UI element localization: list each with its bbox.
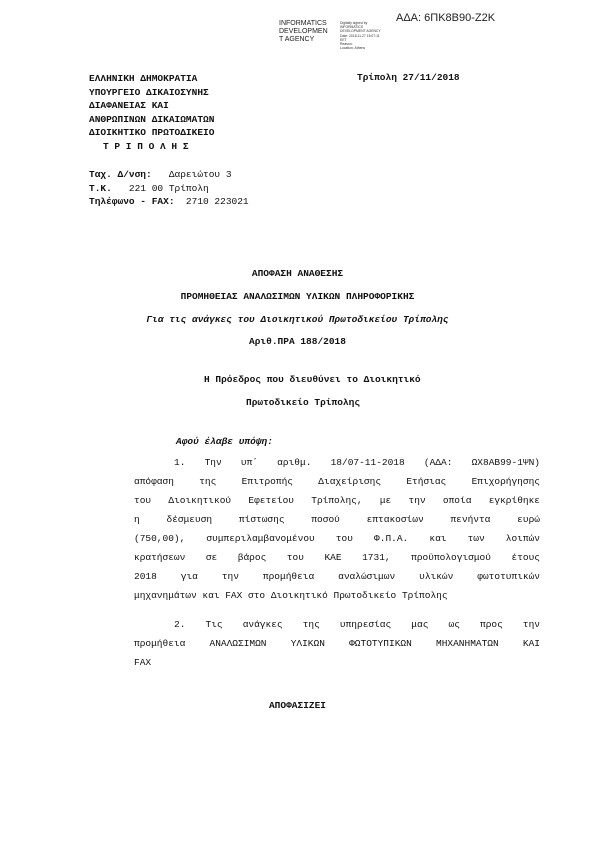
authority-line: ΥΠΟΥΡΓΕΙΟ ΔΙΚΑΙΟΣΥΝΗΣ (89, 86, 209, 98)
recital-line: προμήθεια ΑΝΑΛΩΣΙΜΩΝ ΥΛΙΚΩΝ ΦΩΤΟΤΥΠΙΚΩΝ ΜΗΧΑΝΗΜΑΤΩΝ ΚΑΙ (134, 638, 540, 649)
authority-line: ΔΙΑΦΑΝΕΙΑΣ ΚΑΙ (89, 100, 169, 111)
recital-line: μηχανημάτων και FAX στο Διοικητικό Πρωτοδικείο Τρίπολης (134, 590, 448, 601)
president-court: Πρωτοδικείο Τρίπολης (246, 397, 361, 408)
recital-line: 2. Τις ανάγκες της υπηρεσίας μας ως προς την (174, 619, 540, 630)
stamp-line: DEVELOPMEN (279, 28, 328, 35)
decision-number: Αριθ.ΠΡΑ 188/2018 (249, 336, 346, 347)
stamp-detail-line: INFORMATICS (340, 25, 364, 30)
decides-heading: ΑΠΟΦΑΣΙΖΕΙ (268, 700, 326, 711)
decision-title: ΑΠΟΦΑΣΗ ΑΝΑΘΕΣΗΣ (251, 268, 344, 279)
stamp-line: INFORMATICS (279, 20, 327, 27)
decision-purpose: Για τις ανάγκες του Διοικητικού Πρωτοδικείου Τρίπολης (146, 314, 449, 325)
recital-line: του Διοικητικού Εφετείου Τρίπολης, με την οποία εγκρίθηκε (134, 495, 540, 506)
authority-line: ΑΝΘΡΩΠΙΝΩΝ ΔΙΚΑΙΩΜΑΤΩΝ (89, 113, 215, 125)
recital-2 (134, 615, 540, 672)
authority-line: ΕΛΛΗΝΙΚΗ ΔΗΜΟΚΡΑΤΙΑ (89, 73, 198, 84)
recital-line: FAX (134, 657, 152, 668)
stamp-detail-line: Reason: (340, 42, 353, 47)
recital-line: απόφαση της Επιτροπής Διαχείρισης Ετήσιας Επιχορήγησης (134, 476, 540, 487)
decision-subject: ΠΡΟΜΗΘΕΙΑΣ ΑΝΑΛΩΣΙΜΩΝ ΥΛΙΚΩΝ ΠΛΗΡΟΦΟΡΙΚΗΣ (180, 291, 415, 302)
stamp-detail-line: EET (340, 37, 347, 42)
address-label: Ταχ. Δ/νση: (89, 169, 152, 180)
postal-label: Τ.Κ. (89, 182, 112, 194)
recital-line: η δέσμευση πίστωσης ποσού επτακοσίων πενήντα ευρώ (134, 514, 540, 525)
stamp-line: T AGENCY (279, 36, 315, 43)
stamp-detail-line: Digitally signed by (340, 21, 368, 25)
authority-line: Τ Ρ Ι Π Ο Λ Η Σ (103, 140, 189, 152)
authority-line: ΔΙΟΙΚΗΤΙΚΟ ΠΡΩΤΟΔΙΚΕΙΟ (89, 127, 215, 138)
recital-1 (134, 453, 540, 605)
phone-label: Τηλέφωνο - FAX: (89, 196, 175, 207)
digital-signature-stamp (279, 20, 328, 44)
stamp-details (340, 21, 381, 50)
document-date: Τρίπολη 27/11/2018 (357, 72, 460, 83)
recital-line: (750,00), συμπεριλαμβανομένου του Φ.Π.Α. και των λοιπών (134, 533, 540, 544)
stamp-detail-line: DEVELOPMENT AGENCY (340, 29, 381, 34)
stamp-detail-line: Date: 2018.11.27 15:07:11 (340, 33, 380, 38)
issuing-authority (89, 72, 214, 153)
recital-line: 1. Την υπ΄ αριθμ. 18/07-11-2018 (ΑΔΑ: ΩΧ8ΑΒ99-1ΨΝ) (174, 457, 540, 468)
recital-line: 2018 για την προμήθεια αναλώσιμων υλικών φωτοτυπικών (134, 571, 540, 582)
phone-value: 2710 223021 (185, 196, 249, 207)
stamp-detail-line: Location: Athens (340, 46, 366, 51)
address-value: Δαρειώτου 3 (168, 169, 232, 180)
considering-heading: Αφού έλαβε υπόψη: (176, 436, 273, 447)
ada-code: ΑΔΑ: 6ΠΚ8Β90-Ζ2Κ (396, 12, 496, 24)
recital-line: κρατήσεων σε βάρος του ΚΑΕ 1731, προϋπολογισμού έτους (134, 552, 540, 563)
contact-block (89, 168, 249, 209)
president-line: Η Πρόεδρος που διευθύνει το Διοικητικό (204, 374, 421, 385)
postal-value: 221 00 Τρίπολη (128, 182, 209, 194)
